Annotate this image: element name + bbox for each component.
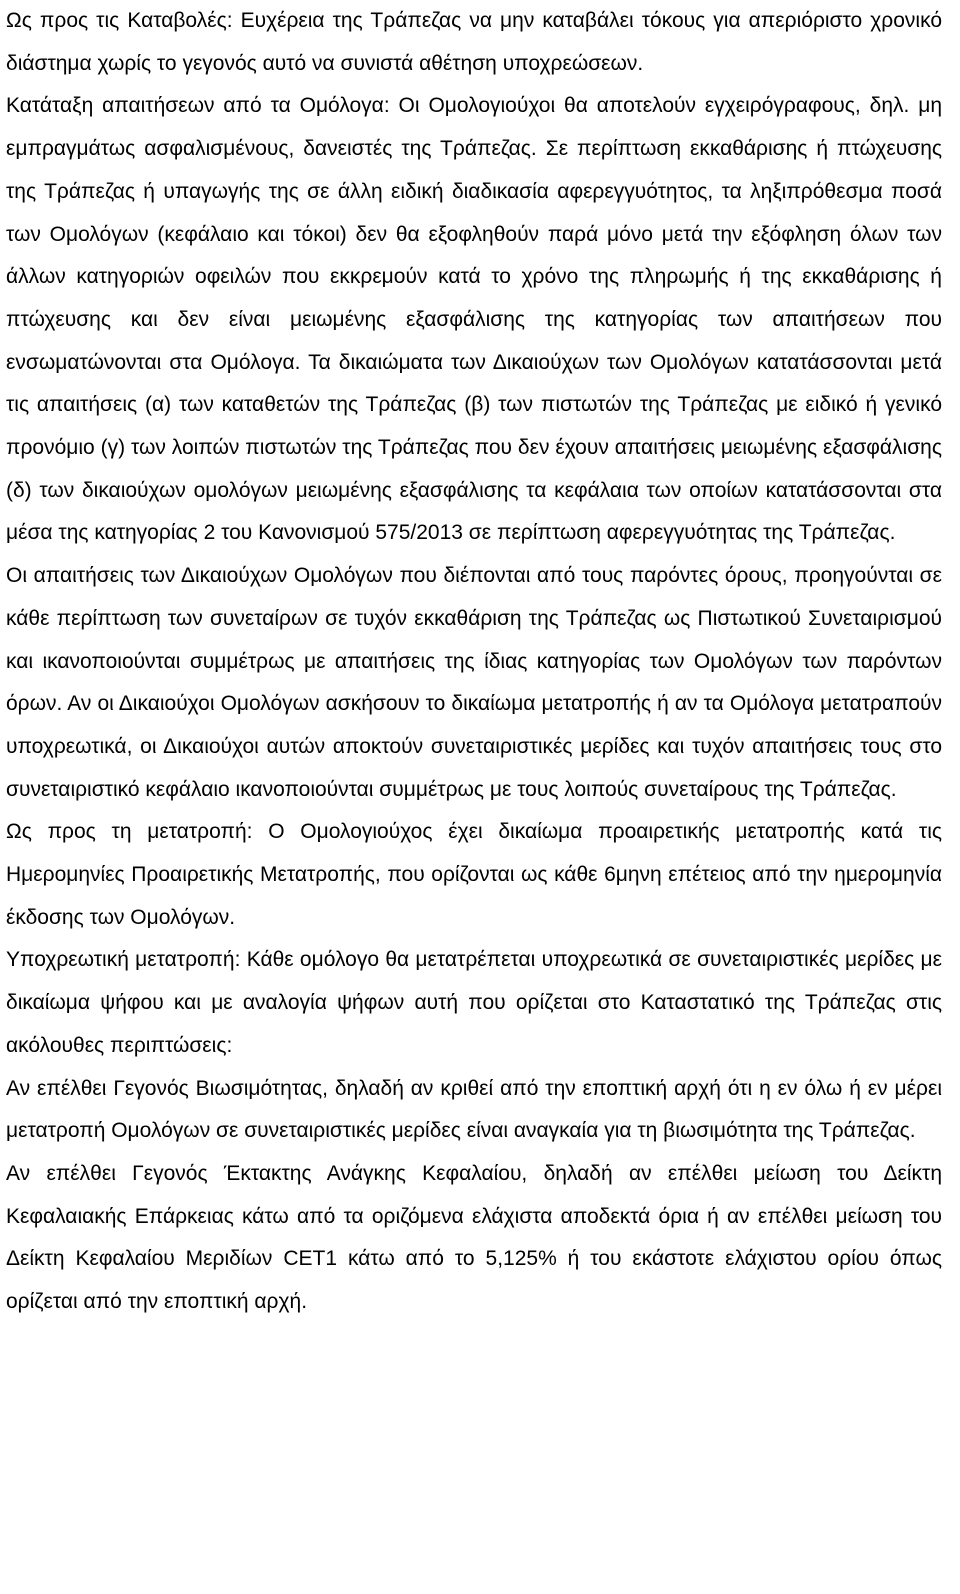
paragraph-mandatory-conversion: Υποχρεωτική μετατροπή: Κάθε ομόλογο θα μετατρέπεται υποχρεωτικά σε συνεταιριστικές μερίδες με δικαίωμα ψήφου και με αναλογία ψήφων αυτή που ορίζεται στο Καταστατικό της Τράπεζας στις ακόλουθες περιπτώσεις: <box>6 948 942 1057</box>
paragraph-bondholder-claims: Οι απαιτήσεις των Δικαιούχων Ομολόγων που διέπονται από τους παρόντες όρους, προηγούνται σε κάθε περίπτωση των συνεταίρων σε τυχόν εκκαθάριση της Τράπεζας ως Πιστωτικού Συνεταιρισμού και ικανοποιούνται συμμέτρως με απαιτήσεις της ίδιας κατηγορίας των Ομολόγων των παρόντων όρων. Αν οι Δικαιούχοι Ομολόγων ασκήσουν το δικαίωμα μετατροπής ή αν τα Ομόλογα μετατραπούν υποχρεωτικά, οι Δικαιούχοι αυτών αποκτούν συνεταιριστικές μερίδες και τυχόν απαιτήσεις τους στο συνεταιριστικό κεφάλαιο ικανοποιούνται συμμέτρως με τους λοιπούς συνεταίρους της Τράπεζας. <box>6 564 942 801</box>
paragraph-viability-event: Αν επέλθει Γεγονός Βιωσιμότητας, δηλαδή αν κριθεί από την εποπτική αρχή ότι η εν όλω ή εν μέρει μετατροπή Ομολόγων σε συνεταιριστικές μερίδες είναι αναγκαία για τη βιωσιμότητα της Τράπεζας. <box>6 1076 942 1143</box>
paragraph-payments: Ως προς τις Καταβολές: Ευχέρεια της Τράπεζας να μην καταβάλει τόκους για απεριόριστο χρονικό διάστημα χωρίς το γεγονός αυτό να συνιστά αθέτηση υποχρεώσεων. <box>6 9 942 75</box>
paragraph-claims-ranking: Κατάταξη απαιτήσεων από τα Ομόλογα: Οι Ομολογιούχοι θα αποτελούν εγχειρόγραφους, δηλ. μη εμπραγμάτως ασφαλισμένους, δανειστές της Τράπεζας. Σε περίπτωση εκκαθάρισης ή πτώχευσης της Τράπεζας ή υπαγωγής της σε άλλη ειδική διαδικασία αφερεγγυότητος, τα ληξιπρόθεσμα ποσά των Ομολόγων (κεφάλαιο και τόκοι) δεν θα εξοφληθούν παρά μόνο μετά την εξόφληση όλων των άλλων κατηγοριών οφειλών που εκκρεμούν κατά το χρόνο της πληρωμής ή της εκκαθάρισης ή πτώχευσης και δεν είναι μειωμένης εξασφάλισης της κατηγορίας των απαιτήσεων που ενσωματώνονται στα Ομόλογα. Τα δικαιώματα των Δικαιούχων των Ομολόγων κατατάσσονται μετά τις απαιτήσεις (α) των καταθετών της Τράπεζας (β) των πιστωτών της Τράπεζας με ειδικό ή γενικό προνόμιο (γ) των λοιπών πιστωτών της Τράπεζας που δεν έχουν απαιτήσεις μειωμένης εξασφάλισης (δ) των δικαιούχων ομολόγων μειωμένης εξασφάλισης τα κεφάλαια των οποίων κατατάσσονται στα μέσα της κατηγορίας 2 του Κανονισμού 575/2013 σε περίπτωση αφερεγγυότητας της Τράπεζας. <box>6 94 942 545</box>
paragraph-capital-emergency-event: Αν επέλθει Γεγονός Έκτακτης Ανάγκης Κεφαλαίου, δηλαδή αν επέλθει μείωση του Δείκτη Κεφαλαιακής Επάρκειας κάτω από τα οριζόμενα ελάχιστα αποδεκτά όρια ή αν επέλθει μείωση του Δείκτη Κεφαλαίου Μεριδίων CET1 κάτω από το 5,125% ή του εκάστοτε ελάχιστου ορίου όπως ορίζεται από την εποπτική αρχή. <box>6 1161 942 1314</box>
paragraph-optional-conversion: Ως προς τη μετατροπή: Ο Ομολογιούχος έχει δικαίωμα προαιρετικής μετατροπής κατά τις Ημερομηνίες Προαιρετικής Μετατροπής, που ορίζονται ως κάθε 6μηνη επέτειος από την ημερομηνία έκδοσης των Ομολόγων. <box>6 820 942 929</box>
